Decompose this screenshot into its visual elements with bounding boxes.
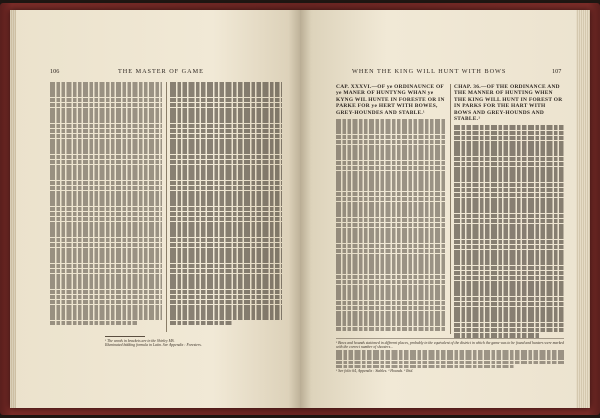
right-footnote-2: ¹ See folio 64, Appendix : Stables. ² Hounds. ³ Ibid. — [336, 368, 414, 373]
right-footnote-1: ¹ Bows and hounds stationed in different places, probably in the equivalent of the district in which the game was to be found and hunters were marked with the correct number of shooters... — [336, 340, 564, 350]
left-running-head: THE MASTER OF GAME — [118, 68, 204, 75]
right-running-head: WHEN THE KING WILL HUNT WITH BOWS — [352, 68, 507, 75]
footnote-rule — [336, 338, 564, 339]
right-col-1 — [336, 84, 446, 332]
left-footnote-1: ¹ The words in brackets are in the Shirley MS. — [105, 338, 175, 343]
chapter-heading-middle-english: CAP. XXXVI.—OF ye ORDINAUNCE OF ye MANER OF HUNTYNG WHAN ye KYNG WIL HUNTE IN FORESTE OR IN PARKE FOR ye HERT WITH BOWES, GREY-HOUNDES AND STABLE.¹ — [336, 84, 445, 116]
page-edge — [576, 10, 590, 408]
chapter-heading-modern-english: CHAP. 36.—OF THE ORDINANCE AND THE MANNER OF HUNTING WHEN THE KING WILL HUNT IN FOREST OR IN PARKS FOR THE HART WITH BOWS AND GREY-HOUNDS AND STABLE.¹ — [454, 84, 563, 123]
column-divider — [450, 84, 451, 334]
right-page — [300, 10, 590, 408]
left-col-2 — [170, 82, 282, 326]
left-page-number: 106 — [50, 68, 60, 75]
left-page — [10, 10, 300, 408]
footnote-rule — [105, 336, 145, 337]
right-footnote-block — [336, 338, 564, 373]
book-spread — [10, 10, 590, 408]
right-col-2 — [454, 84, 564, 338]
right-page-number: 107 — [552, 68, 562, 75]
left-col-1 — [50, 82, 162, 326]
page-edge — [10, 10, 16, 408]
left-footnote-2: Illuminated bidding formula in Latin. See Appendix : Foresters. — [105, 343, 202, 348]
left-footnote-block — [105, 336, 240, 348]
column-divider — [166, 82, 167, 332]
